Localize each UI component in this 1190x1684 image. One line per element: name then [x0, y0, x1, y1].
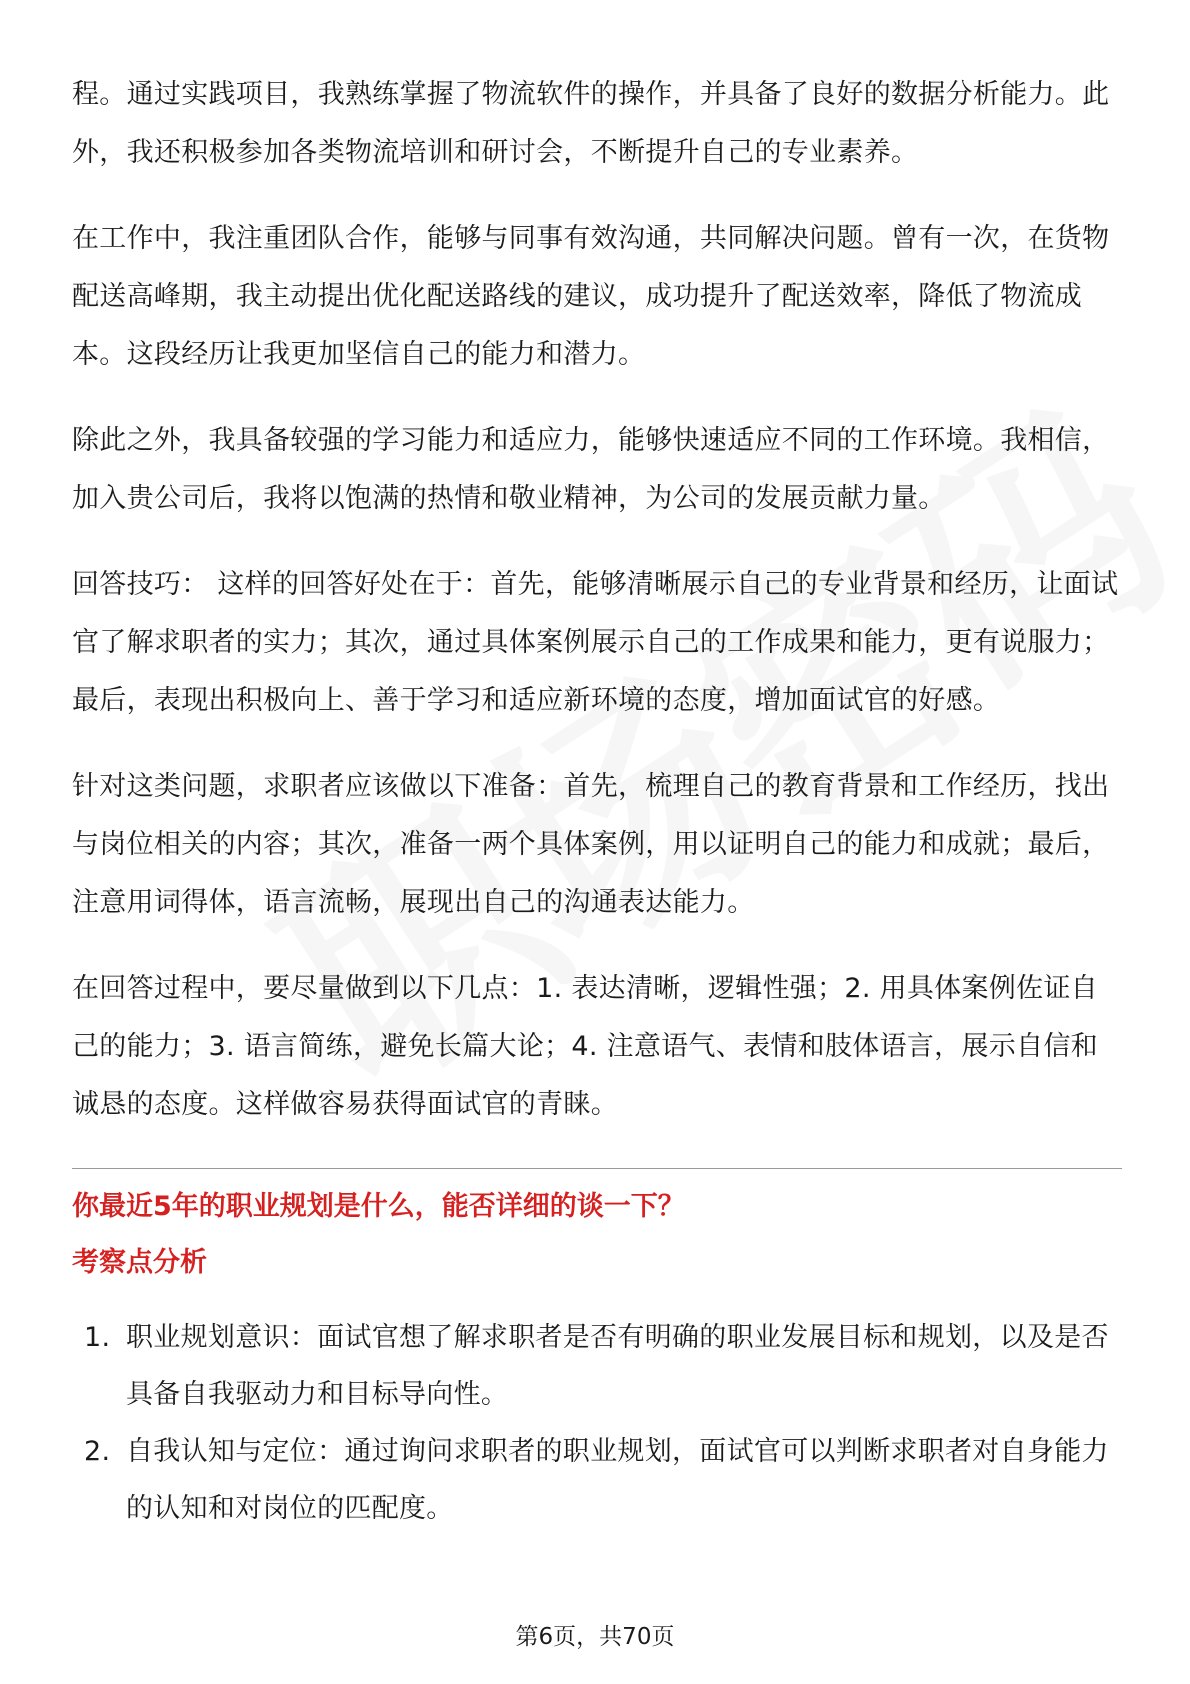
list-number: 2.	[84, 1436, 111, 1467]
paragraph: 在回答过程中，要尽量做到以下几点：1. 表达清晰，逻辑性强；2. 用具体案例佐证自己的能力；3. 语言简练，避免长篇大论；4. 注意语气、表情和肢体语言，展示自信和诚恳的态度。这样做容易获得面试官的青睐。	[72, 973, 1098, 1120]
analysis-list	[72, 1309, 1122, 1537]
list-item-text: 自我认知与定位：通过询问求职者的职业规划，面试官可以判断求职者对自身能力的认知和对岗位的匹配度。	[126, 1436, 1109, 1524]
list-item-text: 职业规划意识：面试官想了解求职者是否有明确的职业发展目标和规划，以及是否具备自我驱动力和目标导向性。	[126, 1322, 1109, 1410]
list-item	[72, 1423, 1122, 1537]
page-content	[72, 66, 1122, 1537]
paragraph: 针对这类问题，求职者应该做以下准备：首先，梳理自己的教育背景和工作经历，找出与岗位相关的内容；其次，准备一两个具体案例，用以证明自己的能力和成就；最后，注意用词得体，语言流畅，展现出自己的沟通表达能力。	[72, 771, 1110, 918]
paragraph: 程。通过实践项目，我熟练掌握了物流软件的操作，并具备了良好的数据分析能力。此外，我还积极参加各类物流培训和研讨会，不断提升自己的专业素养。	[72, 79, 1110, 168]
question-heading: 你最近5年的职业规划是什么，能否详细的谈一下？	[72, 1191, 685, 1222]
page-footer: 第6页，共70页	[515, 1624, 675, 1650]
section-divider	[72, 1168, 1122, 1169]
paragraph: 在工作中，我注重团队合作，能够与同事有效沟通，共同解决问题。曾有一次，在货物配送高峰期，我主动提出优化配送路线的建议，成功提升了配送效率，降低了物流成本。这段经历让我更加坚信自己的能力和潜力。	[72, 223, 1110, 370]
analysis-heading: 考察点分析	[72, 1247, 207, 1278]
paragraph: 除此之外，我具备较强的学习能力和适应力，能够快速适应不同的工作环境。我相信，加入贵公司后，我将以饱满的热情和敬业精神，为公司的发展贡献力量。	[72, 425, 1110, 514]
list-item	[72, 1309, 1122, 1423]
paragraph: 回答技巧： 这样的回答好处在于：首先，能够清晰展示自己的专业背景和经历，让面试官了解求职者的实力；其次，通过具体案例展示自己的工作成果和能力，更有说服力；最后，表现出积极向上、善于学习和适应新环境的态度，增加面试官的好感。	[72, 569, 1119, 716]
list-number: 1.	[84, 1322, 111, 1353]
